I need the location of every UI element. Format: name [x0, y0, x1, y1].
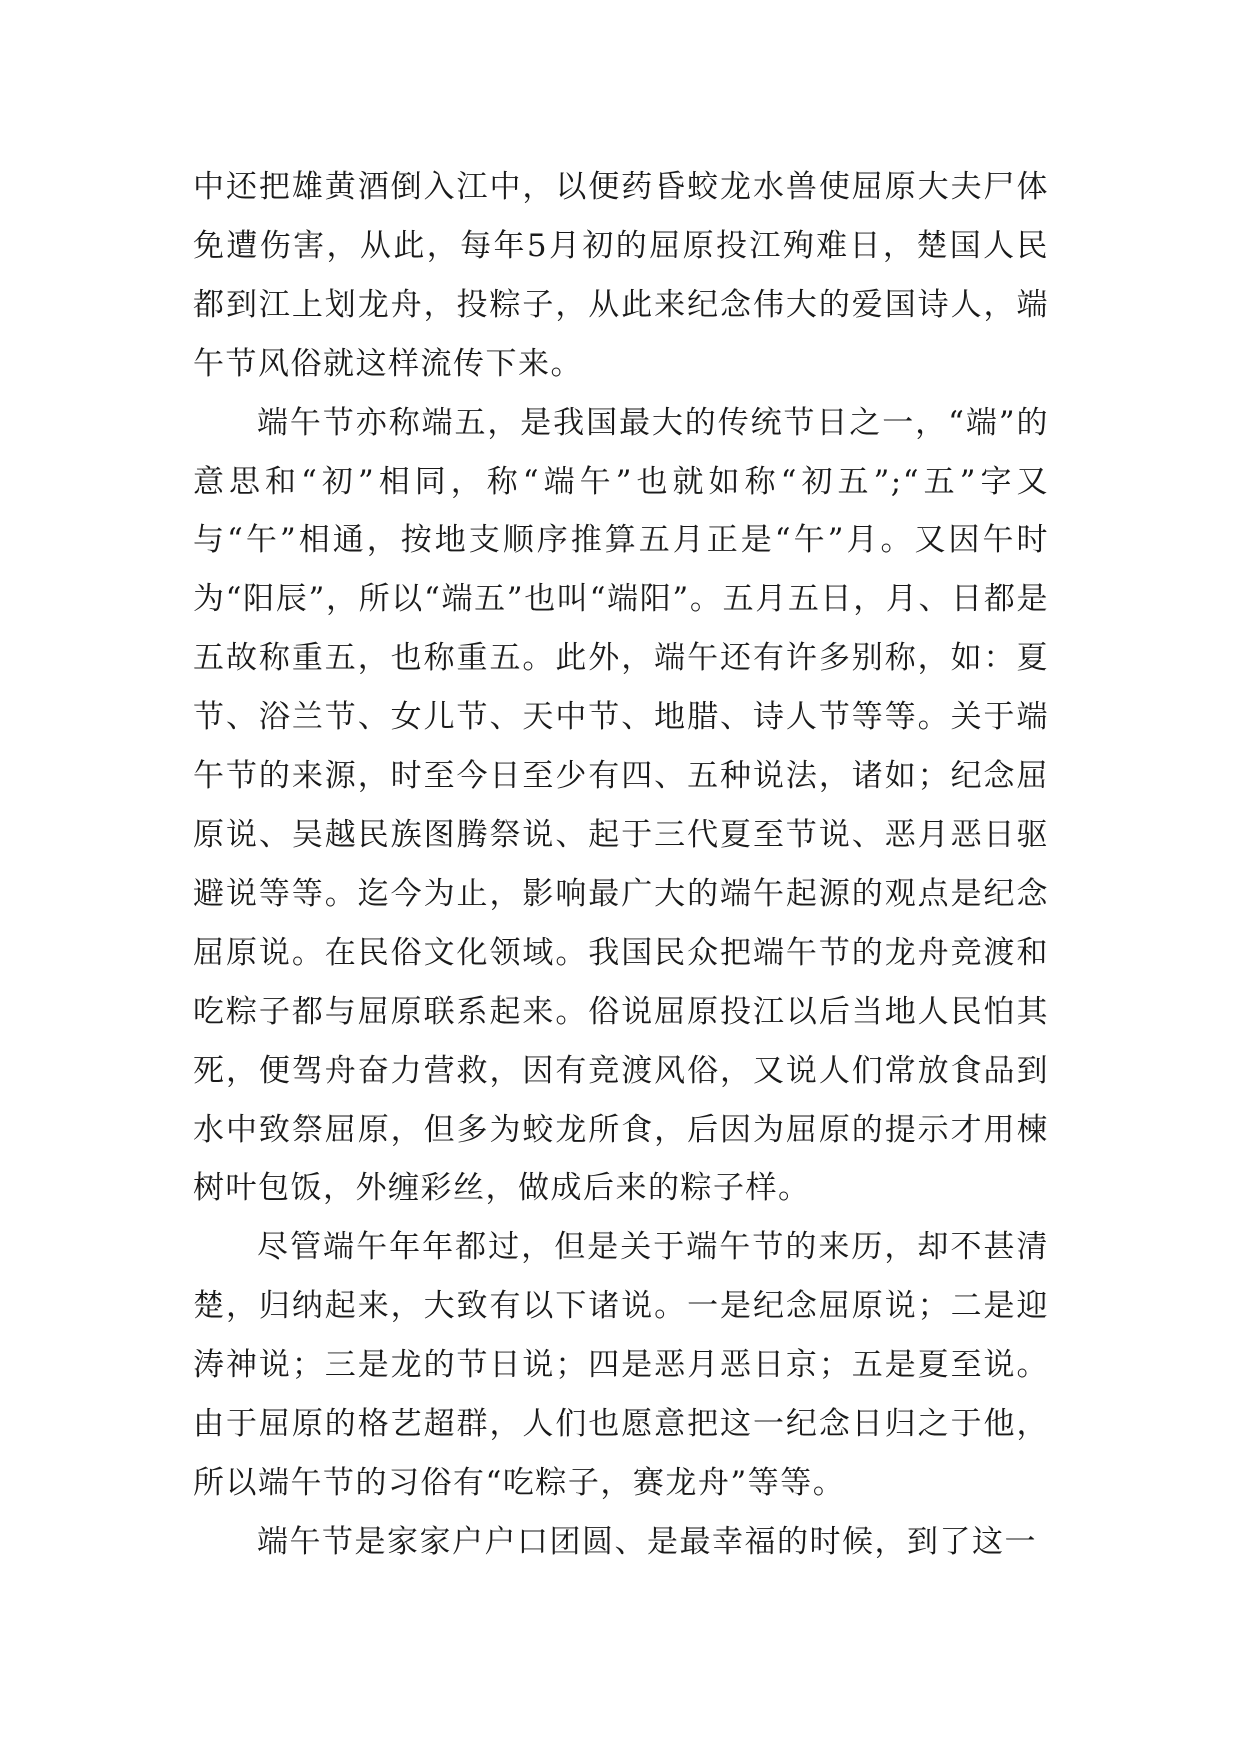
- paragraph-4: 端午节是家家户户口团圆、是最幸福的时候，到了这一: [257, 1523, 1037, 1560]
- document-body: [193, 158, 1049, 1572]
- paragraph-2: 端午节亦称端五，是我国最大的传统节日之一，“端”的意思和“初”相同，称“端午”也就如称“初五”;“五”字又与“午”相通，按地支顺序推算五月正是“午”月。又因午时为“阳辰”，所以“端五”也叫“端阳”。五月五日，月、日都是五故称重五，也称重五。此外，端午还有许多别称，如：夏节、浴兰节、女儿节、天中节、地腊、诗人节等等。关于端午节的来源，时至今日至少有四、五种说法，诸如；纪念屈原说、吴越民族图腾祭说、起于三代夏至节说、恶月恶日驱避说等等。迄今为止，影响最广大的端午起源的观点是纪念屈原说。在民俗文化领域。我国民众把端午节的龙舟竞渡和吃粽子都与屈原联系起来。俗说屈原投江以后当地人民怕其死，便驾舟奋力营救，因有竞渡风俗，又说人们常放食品到水中致祭屈原，但多为蛟龙所食，后因为屈原的提示才用楝树叶包饭，外缠彩丝，做成后来的粽子样。: [193, 404, 1049, 1207]
- paragraph-1: 中还把雄黄酒倒入江中，以便药昏蛟龙水兽使屈原大夫尸体免遭伤害，从此，每年5月初的屈原投江殉难日，楚国人民都到江上划龙舟，投粽子，从此来纪念伟大的爱国诗人，端午节风俗就这样流传下来。: [193, 169, 1049, 382]
- paragraph-3: 尽管端午年年都过，但是关于端午节的来历，却不甚清楚，归纳起来，大致有以下诸说。一是纪念屈原说；二是迎涛神说；三是龙的节日说；四是恶月恶日京；五是夏至说。由于屈原的格艺超群，人们也愿意把这一纪念日归之于他，所以端午节的习俗有“吃粽子，赛龙舟”等等。: [193, 1229, 1049, 1501]
